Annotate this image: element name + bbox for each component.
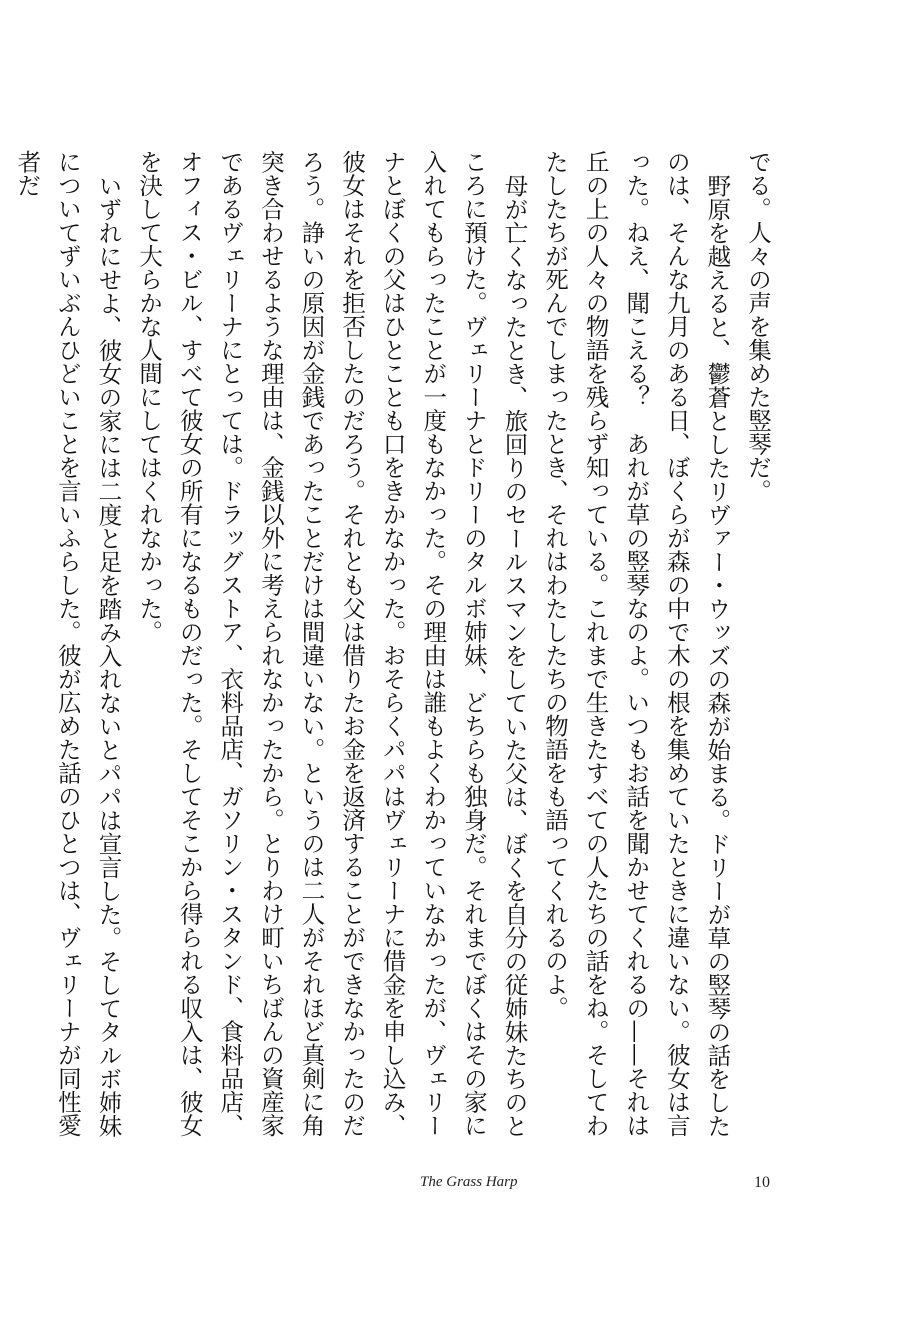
paragraph: 野原を越えると、鬱蒼としたリヴァー・ウッズの森が始まる。ドリーが草の竪琴の話をしたのは、そんな九月のある日、ぼくらが森の中で木の根を集めていたときに違いない。彼女は言った。ねえ、聞こえる？ あれが草の竪琴なのよ。いつもお話を聞かせてくれるの——それは丘の上の人々の物語を残らず知っている。これまで生きたすべての人たちの話をね。そしてわたしたちが死んでしまったとき、それはわたしたちの物語をも語ってくれるのよ。 — [541, 150, 732, 1137]
paragraph: いずれにせよ、彼女の家には二度と足を踏み入れないとパパは宣言した。そしてタルボ姉妹についてずいぶんひどいことを言いふらした。彼が広めた話のひとつは、ヴェリーナが同性愛者だ — [13, 150, 123, 1137]
running-footer-title: The Grass Harp — [420, 1174, 518, 1190]
paragraph: 母が亡くなったとき、旅回りのセールスマンをしていた父は、ぼくを自分の従姉妹たちのところに預けた。ヴェリーナとドリーのタルボ姉妹、どちらも独身だ。それまでぼくはその家に入れてもらったことが一度もなかった。その理由は誰もよくわかっていなかったが、ヴェリーナとぼくの父はひとことも口をきかなかった。おそらくパパはヴェリーナに借金を申し込み、彼女はそれを拒否したのだろう。それとも父は借りたお金を返済することができなかったのだろう。諍いの原因が金銭であったことだけは間違いない。というのは二人がそれほど真剣に角突き合わせるような理由は、金銭以外に考えられなかったから。とりわけ町いちばんの資産家であるヴェリーナにとっては。ドラッグストア、衣料品店、ガソリン・スタンド、食料品店、オフィス・ビル、すべて彼女の所有になるものだった。そしてそこから得られる収入は、彼女を決して大らかな人間にしてはくれなかった。 — [135, 150, 529, 1137]
paragraph-continued: でる。人々の声を集めた竪琴だ。 — [744, 150, 772, 503]
body-text — [13, 150, 778, 1150]
page-number: 10 — [754, 1174, 770, 1191]
